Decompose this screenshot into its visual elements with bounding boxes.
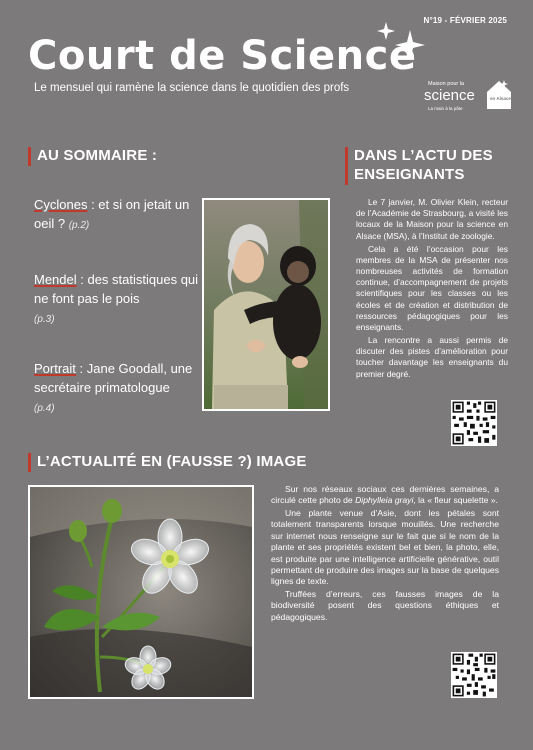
item-page: (p.2)	[68, 219, 90, 231]
item-page: (p.4)	[34, 402, 55, 414]
item-page: (p.3)	[34, 313, 55, 325]
plant-name: Diphylleia grayi	[355, 495, 414, 506]
actu-paragraph: Cela a été l’occasion pour les membres de la MSA de présenter nos nombreuses activités de formation continue, d’accompagnement de projets scientifiques pour les classes ou les écoles et de création et distribution de ressources pédagogiques pour les enseignants.	[356, 243, 508, 332]
logo-badge: en Alsace	[490, 96, 511, 101]
sommaire-heading: AU SOMMAIRE :	[28, 147, 157, 166]
qr-code-icon[interactable]	[451, 652, 497, 698]
fake-image-heading: L’ACTUALITÉ EN (FAUSSE ?) IMAGE	[28, 453, 307, 472]
item-title-underlined: Portrait	[34, 361, 76, 376]
fake-image-article	[271, 484, 499, 624]
item-title: : Jane Goodall, une secrétaire primatologue	[34, 361, 193, 395]
page-subtitle: Le mensuel qui ramène la science dans le quotidien des profs	[34, 82, 350, 94]
item-title: : des statistiques qui ne font pas le pois	[34, 272, 199, 306]
sommaire-item-portrait[interactable]	[34, 360, 199, 417]
fake-image-paragraph	[271, 484, 499, 507]
skeleton-flower-photo	[28, 485, 254, 699]
item-title-underlined: Cyclones	[34, 197, 88, 212]
logo-line2: science	[424, 87, 475, 104]
fake-image-paragraph: Une plante venue d’Asie, dont les pétales sont totalement transparents lorsque mouillés. Une recherche sur internet nous renseigne sur le fait que si le nom de la plante et ses propriétés existent bel et bien, la photo, elle, est produite par une intelligence artificielle générative, outil permettant de produire des images sur la base de quelques lignes de texte.	[271, 507, 499, 587]
actu-paragraph: La rencontre a aussi permis de discuter des pistes d’amélioration pour toucher davantage les enseignants du premier degré.	[356, 335, 508, 379]
p1-text: Sur nos réseaux sociaux ces dernières semaines, a circulé cette photo de	[271, 484, 499, 506]
sommaire-item-cyclones[interactable]	[34, 196, 199, 234]
sommaire-item-mendel[interactable]	[34, 271, 199, 328]
p1-text-end: , la « fleur squelette ».	[413, 495, 498, 506]
jane-goodall-photo	[202, 198, 330, 411]
logo-line1: Maison pour la	[428, 81, 465, 87]
actu-article	[356, 197, 508, 382]
actu-heading: DANS L’ACTU DES ENSEIGNANTS	[345, 147, 524, 185]
page-title: Court de Science	[28, 33, 417, 79]
actu-paragraph: Le 7 janvier, M. Olivier Klein, recteur de l’Académie de Strasbourg, a visité les locaux de la Maison pour la science en Alsace (MSA), à l’Institut de zoologie.	[356, 197, 508, 241]
maison-science-logo	[424, 74, 514, 114]
logo-line3: La main à la pâte	[428, 106, 463, 111]
house-icon	[486, 78, 512, 110]
item-title: : et si on jetait un oeil ?	[34, 197, 190, 231]
issue-number: N°19 - FÉVRIER 2025	[423, 16, 507, 25]
item-title-underlined: Mendel	[34, 272, 77, 287]
qr-code-icon[interactable]	[451, 400, 497, 446]
fake-image-paragraph: Truffées d’erreurs, ces fausses images de la biodiversité posent des questions éthiques et pédagogiques.	[271, 588, 499, 622]
